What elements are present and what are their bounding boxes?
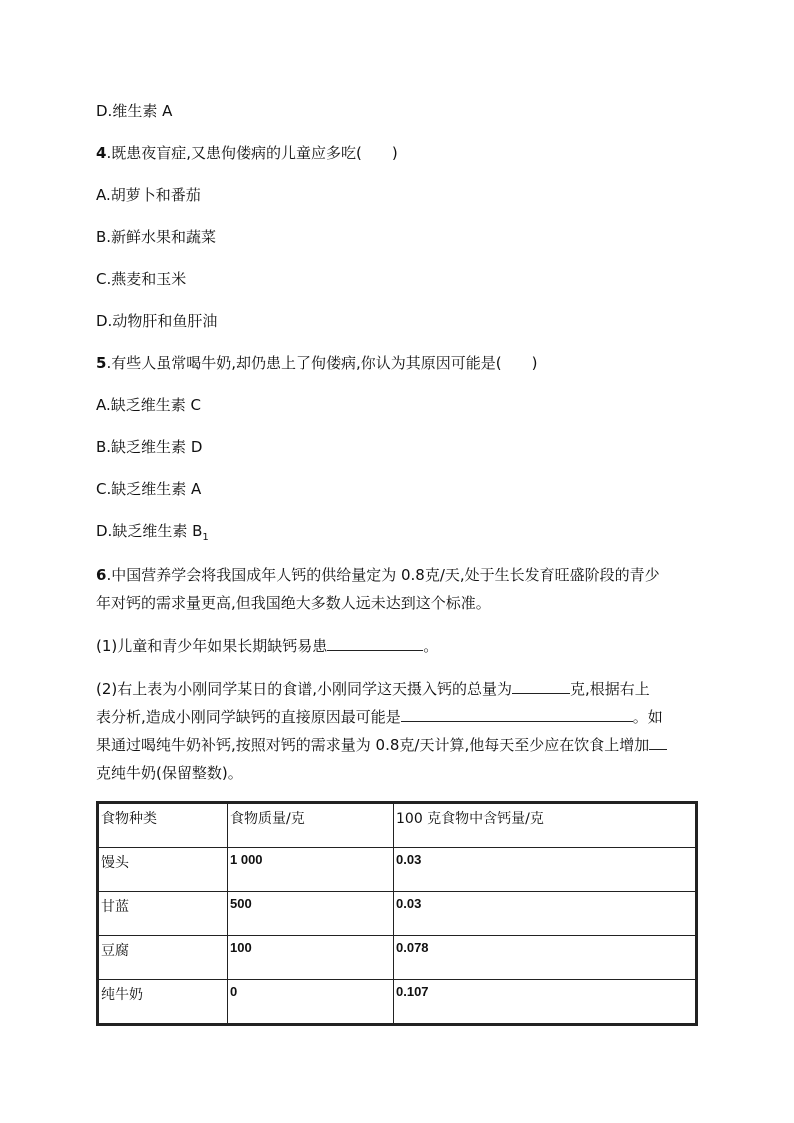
q5-stem [96,353,537,373]
q6-number: 6 [96,566,107,584]
q6-sub2-d: 。如 [632,708,663,726]
table-cell: 0.078 [394,936,697,980]
q4-option-d: D.动物肝和鱼肝油 [96,312,218,330]
q4-number: 4 [96,144,107,162]
q6-sub2-c: 表分析,造成小刚同学缺钙的直接原因最可能是 [96,708,401,726]
table-cell: 500 [228,892,394,936]
q4-option-c: C.燕麦和玉米 [96,270,187,288]
table-cell: 0.03 [394,848,697,892]
q4-stem-text: .既患夜盲症,又患佝偻病的儿童应多吃( ) [106,144,398,162]
q6-milk-blank[interactable] [649,735,667,750]
q5-option-c: C.缺乏维生素 A [96,480,202,498]
table-header-cell: 食物种类 [98,803,228,848]
q6-sub1-end: 。 [423,637,439,655]
food-calcium-table [96,801,698,1026]
q6-reason-blank[interactable] [401,707,633,722]
table-cell: 馒头 [98,848,228,892]
q5-option-d [96,521,209,548]
table-header-cell: 100 克食物中含钙量/克 [394,803,697,848]
table-cell: 甘蓝 [98,892,228,936]
q6-stem-text: .中国营养学会将我国成年人钙的供给量定为 0.8克/天,处于生长发育旺盛阶段的青少 [106,566,660,584]
q5-stem-text: .有些人虽常喝牛奶,却仍患上了佝偻病,你认为其原因可能是( ) [106,354,538,372]
table-row [98,980,697,1025]
q6-sub1-text: (1)儿童和青少年如果长期缺钙易患 [96,637,328,655]
q6-sub2-line3 [96,735,667,755]
table-cell: 0.03 [394,892,697,936]
q4-stem [96,143,398,163]
table-cell: 1 000 [228,848,394,892]
table-cell: 纯牛奶 [98,980,228,1025]
q5-number: 5 [96,354,107,372]
q6-stem-line1 [96,565,660,585]
q6-sub2-a: (2)右上表为小刚同学某日的食谱,小刚同学这天摄入钙的总量为 [96,680,513,698]
q4-option-b: B.新鲜水果和蔬菜 [96,228,217,246]
q5-option-b: B.缺乏维生素 D [96,438,203,456]
table-cell: 0 [228,980,394,1025]
q5-option-a: A.缺乏维生素 C [96,396,202,414]
table-cell: 100 [228,936,394,980]
q6-sub2-b: 克,根据右上 [570,680,650,698]
table-row [98,936,697,980]
table-header-row [98,803,697,848]
table-row [98,848,697,892]
q6-sub2-line1 [96,679,650,699]
q4-option-a: A.胡萝卜和番茄 [96,186,201,204]
q6-sub1-blank[interactable] [327,636,423,651]
q5-option-d-subscript: 1 [202,532,209,543]
q3-option-d: D.维生素 A [96,102,173,120]
table-cell: 豆腐 [98,936,228,980]
q6-total-calcium-blank[interactable] [512,679,570,694]
table-cell: 0.107 [394,980,697,1025]
q5-option-d-text: D.缺乏维生素 B [96,522,203,540]
table-row [98,892,697,936]
q6-sub2-line4: 克纯牛奶(保留整数)。 [96,764,243,782]
q6-stem-line2: 年对钙的需求量更高,但我国绝大多数人远未达到这个标准。 [96,594,491,612]
q6-sub2-e: 果通过喝纯牛奶补钙,按照对钙的需求量为 0.8克/天计算,他每天至少应在饮食上增加 [96,736,650,754]
q6-sub2-line2 [96,707,663,727]
q6-sub1 [96,636,438,656]
table-header-cell: 食物质量/克 [228,803,394,848]
